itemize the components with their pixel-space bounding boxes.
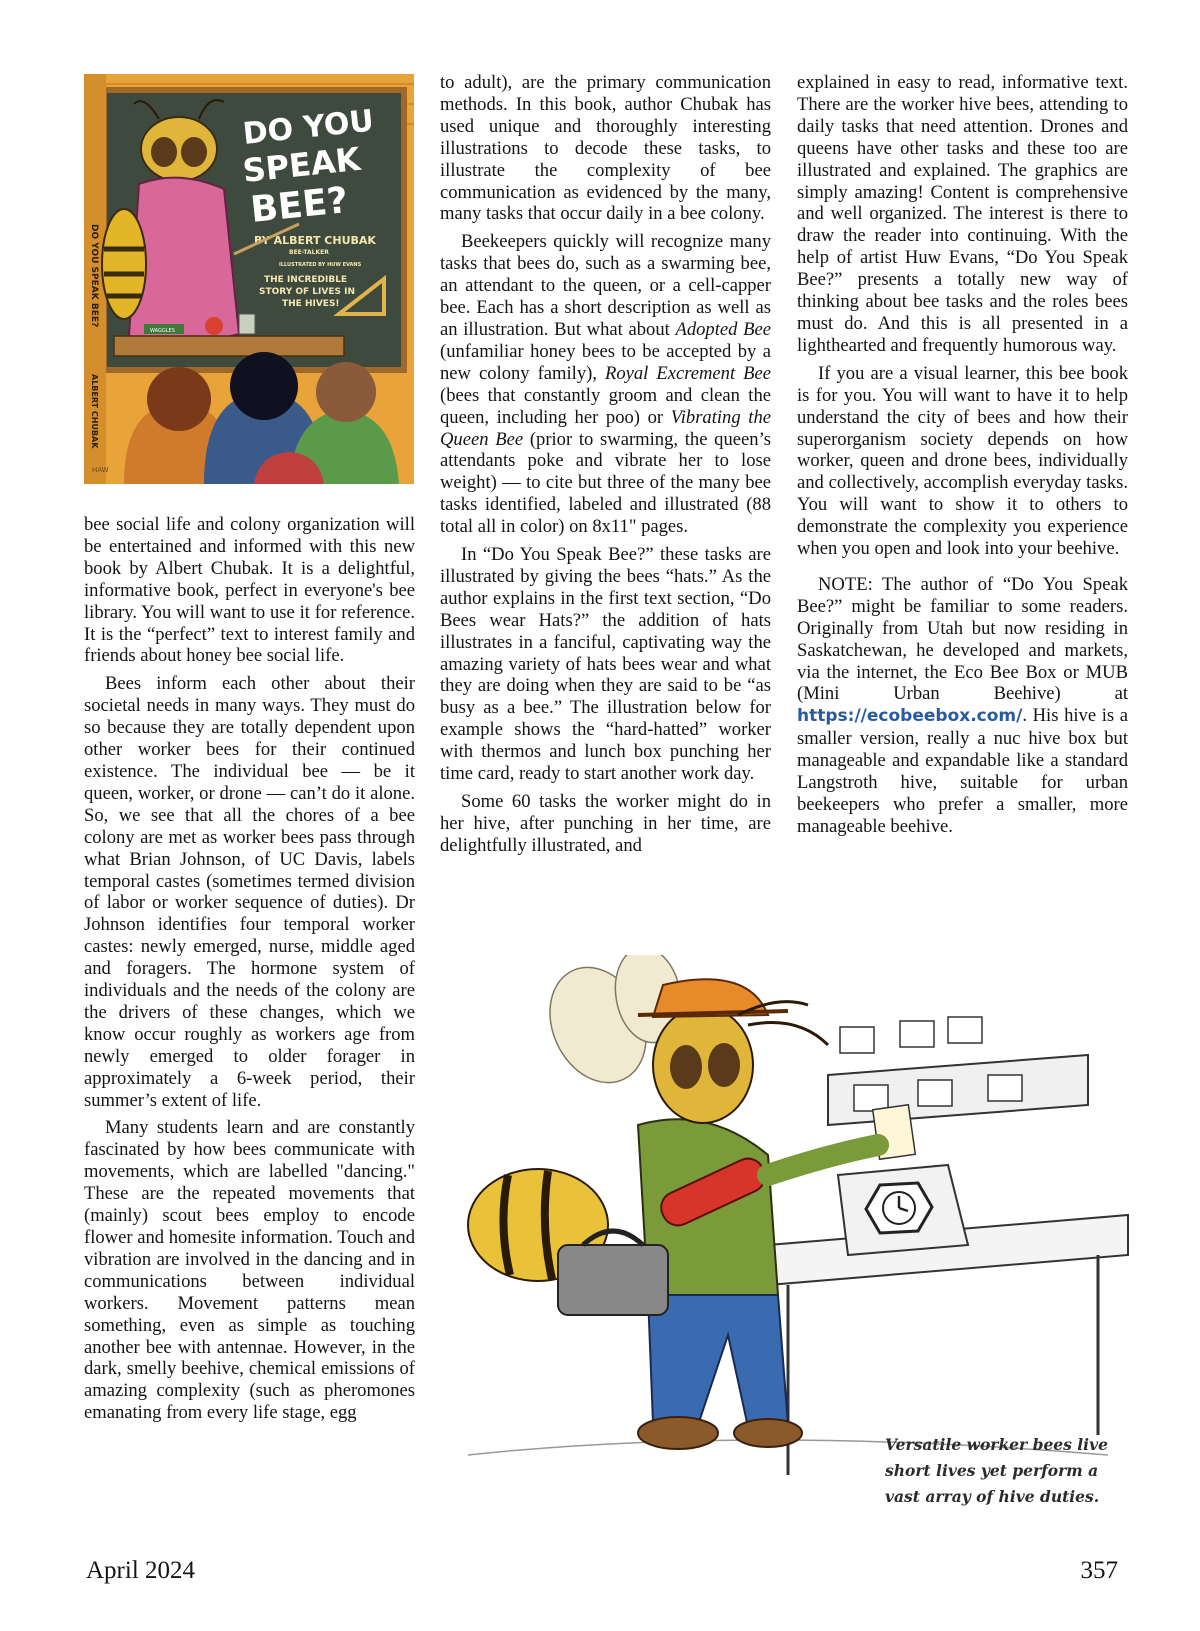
cover-spine-title: DO YOU SPEAK BEE? — [89, 224, 99, 328]
col2-paragraph-2: Beekeepers quickly will recognize many tasks that bees do, such as a swarming bee, an attendant to the queen, or a cell-capper bee. Each has a short description as well as an illustration. But what about Adopted Bee (unfamiliar honey bees to be accepted by a new colony family), Royal Excrement Bee (bees that constantly groom and clean the queen, including her poo) or Vibrating the Queen Bee (prior to swarming, the queen’s attendants poke and vibrate her to lose weight) — to cite but three of the many bee tasks identified, labeled and illustrated (88 total all in color) on 8x11" pages. — [440, 231, 772, 538]
cover-title-line2: SPEAK — [240, 139, 363, 190]
book-term-vibrating-queen-bee: Vibrating the Queen Bee — [440, 406, 771, 450]
col3-paragraph-2: If you are a visual learner, this bee book is for you. You will want to have it to help understand the city of bees and how their superorganism society depends on how worker, queen and drone bees, individually and collectively, accomplish everyday tasks. You will want to show it to others to demonstrate the complexity you experience when you open and look into your beehive. — [797, 362, 1128, 560]
ecobeebox-link[interactable]: https://ecobeebox.com/ — [797, 706, 1023, 727]
cover-tagline-2: STORY OF LIVES IN — [259, 287, 355, 297]
col1-paragraph-2: Bees inform each other about their societal needs in many ways. They must do so because they are totally dependent upon other worker bees for their continued existence. The individual bee — be it queen, worker, or drone — can’t do it alone. So, we see that all the chores of a bee colony are met as worker bees pass through what Brian Johnson, of UC Davis, labels temporal castes (sometimes termed division of labor or worker sequence of duties). Dr Johnson identifies four temporal worker castes: newly emerged, nurse, middle aged and foragers. The hormone system of individuals and the needs of the colony are the drivers of these changes, which we know occur roughly as workers age from newly emerged to older forager in approximately a 6-week period, their summer’s extent of life. — [84, 673, 415, 1111]
cover-title-line3: BEE? — [248, 179, 350, 231]
text-column-2 — [440, 72, 771, 863]
cover-tagline-3: THE HIVES! — [282, 299, 340, 309]
col2-paragraph-1: to adult), are the primary communication methods. In this book, author Chubak has used unique and thoroughly interesting illustrations to decode these tasks, to illustrate the complexity of bee communication as evidenced by the many, many tasks that occur daily in a bee colony. — [440, 72, 771, 225]
book-term-royal-excrement-bee: Royal Excrement Bee — [604, 362, 772, 384]
author-note: NOTE: The author of “Do You Speak Bee?” might be familiar to some readers. Originally from Utah but now residing in Saskatchewan, he developed and markets, via the internet, the Eco Bee Box or MUB (Mini Urban Beehive) at https://ecobeebox.com/. His hive is a smaller version, really a nuc hive box but manageable and expandable like a standard Langstroth hive, suitable for urban beekeepers who prefer a smaller, more manageable beehive. — [797, 573, 1128, 837]
col2-paragraph-4: Some 60 tasks the worker might do in her hive, after punching in her time, are delightfully illustrated, and — [440, 791, 771, 856]
cover-book-label: WAGGLES — [150, 328, 175, 334]
worker-bee-illustration — [448, 955, 1136, 1515]
book-cover-image — [84, 74, 414, 484]
cover-tagline-1: THE INCREDIBLE — [264, 275, 348, 285]
illustration-caption: Versatile worker bees live short lives yet perform a vast array of hive duties. — [885, 1435, 1108, 1506]
cover-illustrator: ILLUSTRATED BY HUW EVANS — [279, 262, 362, 268]
book-term-adopted-bee: Adopted Bee — [675, 318, 771, 340]
col2-paragraph-3: In “Do You Speak Bee?” these tasks are illustrated by giving the bees “hats.” As the author explains in the first text section, “Do Bees wear Hats?” the addition of hats illustrates in a fanciful, captivating way the amazing variety of hats bees wear and what they are doing when they are said to be “as busy as a bee.” The illustration below for example shows the “hard-hatted” worker with thermos and lunch box punching her time card, ready to start another work day. — [440, 544, 771, 785]
col1-paragraph-1: bee social life and colony organization will be entertained and informed with this new book by Albert Chubak. It is a delightful, informative book, perfect in everyone's bee library. You will want to use it for reference. It is the “perfect” text to interest family and friends about honey bee social life. — [84, 514, 415, 667]
col1-paragraph-3: Many students learn and are constantly fascinated by how bees communicate with movements, which are labelled "dancing." These are the repeated movements that (mainly) scout bees employ to encode flower and homesite information. Touch and vibration are involved in the dancing and in communications between individual workers. Movement patterns mean something, even as simple as touching another bee with antennae. However, in the dark, smelly beehive, chemical emissions of amazing complexity (such as pheromones emanating from every life stage, egg — [84, 1117, 415, 1424]
cover-byline-sub: BEE-TALKER — [289, 249, 329, 256]
footer-date: April 2024 — [86, 1557, 196, 1584]
col3-paragraph-1: explained in easy to read, informative text. There are the worker hive bees, attending to daily tasks that need attention. Drones and queens have other tasks and these too are illustrated and explained. The graphics are simply amazing! Content is comprehensive and well organized. The interest is there to draw the reader into continuing. With the help of artist Huw Evans, “Do You Speak Bee?” presents a totally new way of thinking about bee tasks and the roles bees must do. And this is all presented in a lighthearted and frequently humorous way. — [797, 72, 1128, 356]
cover-byline: BY ALBERT CHUBAK — [254, 234, 376, 247]
cover-spine-author: ALBERT CHUBAK — [90, 374, 99, 449]
text-column-3 — [797, 72, 1128, 844]
cover-artist-mark: HAW — [92, 466, 109, 474]
page-number: 357 — [1080, 1557, 1118, 1584]
cover-title-line1: DO YOU — [241, 103, 376, 152]
text-column-1 — [84, 514, 415, 1430]
